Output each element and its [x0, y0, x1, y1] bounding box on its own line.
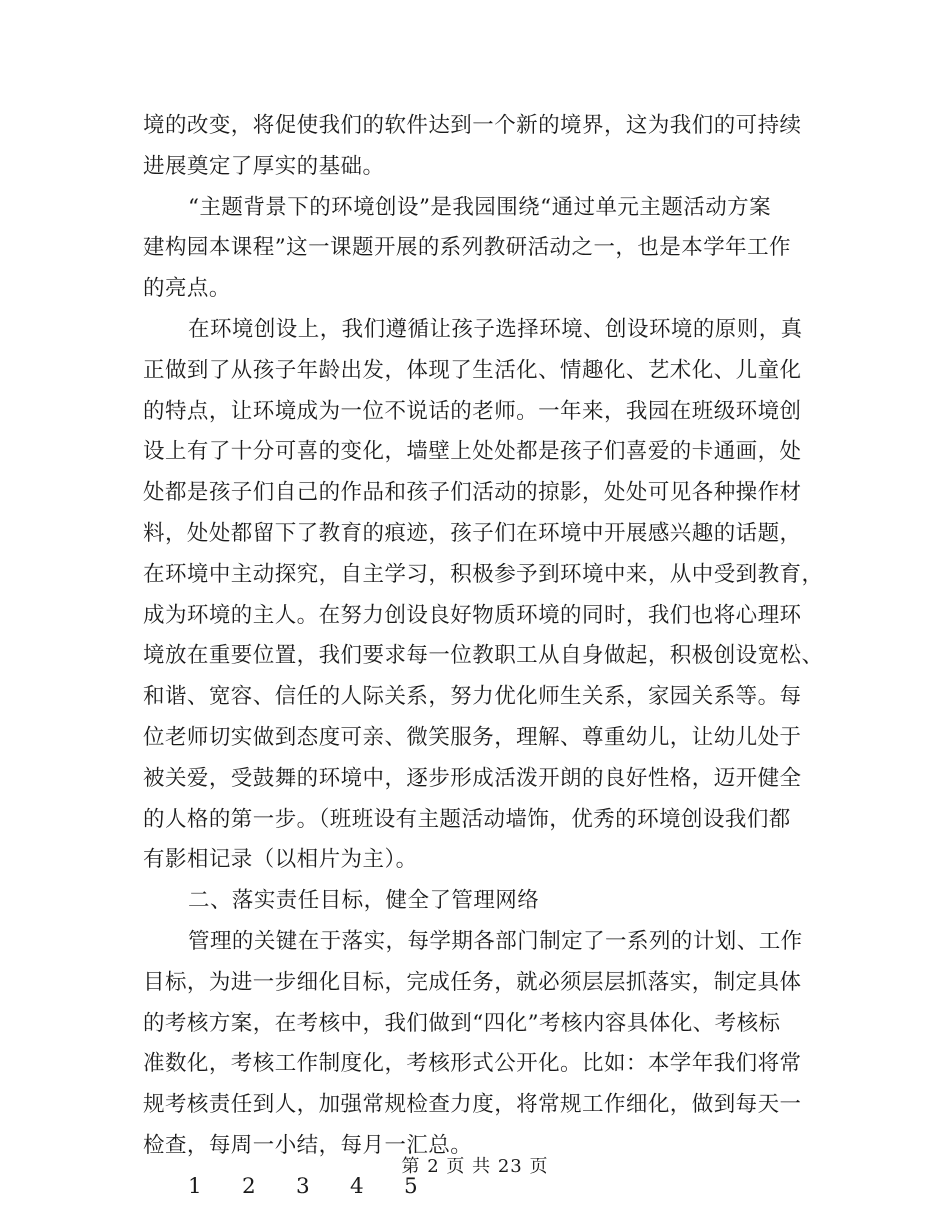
text-line: 二、落实责任目标，健全了管理网络	[188, 888, 540, 914]
page-number-link[interactable]: 3	[296, 1173, 311, 1199]
page-footer: 第 2 页 共 23 页	[401, 1156, 549, 1177]
text-line: 料，处处都留下了教育的痕迹，孩子们在环境中开展感兴趣的话题，	[143, 520, 802, 546]
text-line: 在环境创设上，我们遵循让孩子选择环境、创设环境的原则，真	[188, 316, 803, 342]
text-line: “主题背景下的环境创设”是我园围绕“通过单元主题活动方案	[188, 194, 772, 220]
text-line: 境的改变，将促使我们的软件达到一个新的境界，这为我们的可持续	[143, 113, 802, 138]
text-line: 在环境中主动探究，自主学习，积极参予到环境中来，从中受到教育，	[143, 561, 824, 587]
page-number-link[interactable]: 1	[188, 1173, 203, 1199]
text-line: 有影相记录（以相片为主）。	[143, 847, 418, 873]
text-line: 的亮点。	[143, 276, 231, 302]
text-line: 的考核方案，在考核中，我们做到“四化”考核内容具体化、考核标	[143, 1010, 781, 1036]
text-line: 检查，每周一小结，每月一汇总。	[143, 1132, 473, 1158]
page-number-link[interactable]: 4	[350, 1173, 365, 1199]
text-line: 目标，为进一步细化目标，完成任务，就必须层层抓落实，制定具体	[143, 969, 802, 995]
text-line: 的人格的第一步。（班班设有主题活动墙饰，优秀的环境创设我们都	[143, 806, 791, 832]
text-line: 管理的关键在于落实，每学期各部门制定了一系列的计划、工作	[188, 928, 803, 954]
text-line: 成为环境的主人。在努力创设良好物质环境的同时，我们也将心理环	[143, 602, 802, 628]
page-number-link[interactable]: 2	[242, 1173, 257, 1199]
text-line: 规考核责任到人，加强常规检查力度，将常规工作细化，做到每天一	[143, 1092, 802, 1118]
document-body	[143, 106, 824, 1208]
text-line: 设上有了十分可喜的变化，墙壁上处处都是孩子们喜爱的卡通画，处	[143, 439, 802, 465]
text-line: 位老师切实做到态度可亲、微笑服务，理解、尊重幼儿，让幼儿处于	[143, 724, 802, 750]
text-line: 的特点，让环境成为一位不说话的老师。一年来，我园在班级环境创	[143, 398, 802, 424]
text-line: 被关爱，受鼓舞的环境中，逐步形成活泼开朗的良好性格，迈开健全	[143, 765, 802, 791]
text-line: 准数化，考核工作制度化，考核形式公开化。比如：本学年我们将常	[143, 1051, 802, 1077]
text-line: 处都是孩子们自己的作品和孩子们活动的掠影，处处可见各种操作材	[143, 480, 802, 506]
page-number-link[interactable]: 5	[404, 1173, 419, 1199]
text-line: 和谐、宽容、信任的人际关系，努力优化师生关系，家园关系等。每	[143, 684, 802, 710]
text-line: 建构园本课程”这一课题开展的系列教研活动之一，也是本学年工作	[143, 235, 791, 261]
text-line: 正做到了从孩子年龄出发，体现了生活化、情趣化、艺术化、儿童化	[143, 357, 802, 383]
paragraph	[143, 106, 803, 188]
text-line: 进展奠定了厚实的基础。	[143, 153, 385, 179]
paragraph	[143, 188, 803, 310]
section-heading	[143, 881, 803, 922]
text-line: 境放在重要位置，我们要求每一位教职工从自身做起，积极创设宽松、	[143, 643, 824, 669]
paragraph	[143, 310, 824, 881]
paragraph	[143, 922, 803, 1167]
